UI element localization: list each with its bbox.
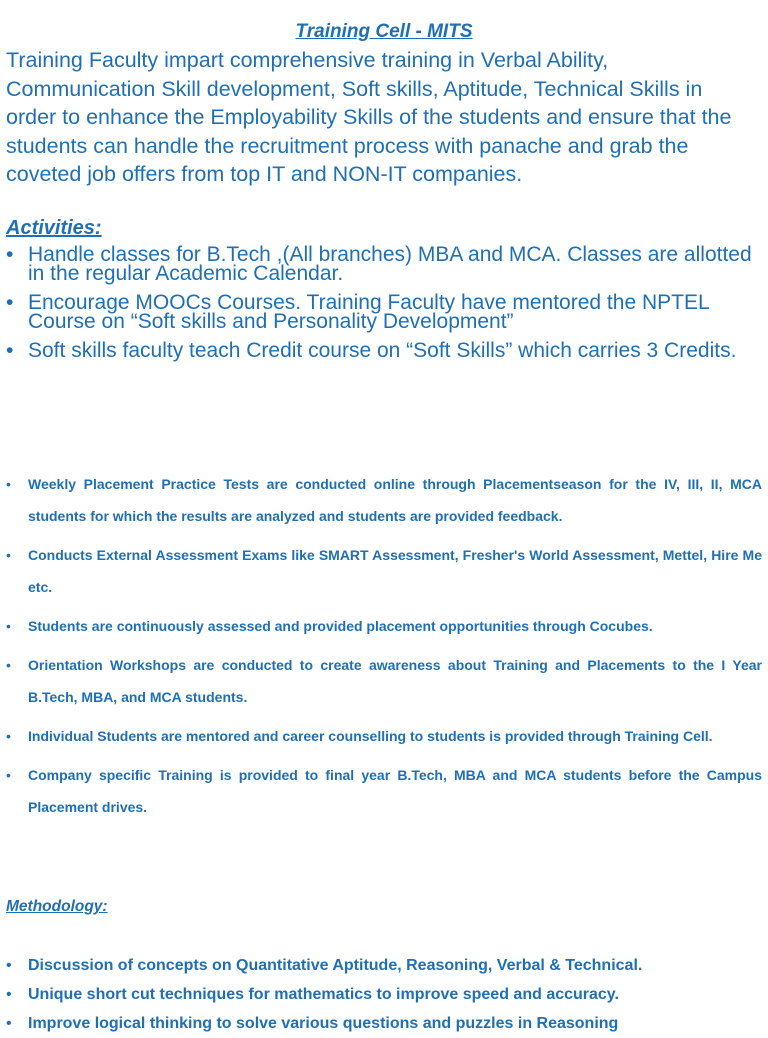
detail-item (6, 610, 762, 642)
detail-text: Conducts External Assessment Exams like SMART Assessment, Fresher's World Assessment, Mettel, Hire Me etc. (28, 547, 762, 595)
methodology-text: Unique short cut techniques for mathematics to improve speed and accuracy. (28, 986, 619, 1003)
bullet-icon: • (6, 728, 11, 744)
activity-item (6, 341, 756, 360)
methodology-text: Improve logical thinking to solve various questions and puzzles in Reasoning (28, 1015, 619, 1032)
details-list (6, 468, 762, 830)
detail-text: Weekly Placement Practice Tests are conducted online through Placementseason for the IV, III, II, MCA students for which the results are analyzed and students are provided feedback. (28, 476, 762, 524)
bullet-icon: • (6, 291, 14, 314)
detail-item (6, 468, 762, 532)
detail-item (6, 759, 762, 823)
bullet-icon: • (6, 657, 11, 673)
bullet-icon: • (6, 476, 11, 492)
detail-item (6, 649, 762, 713)
detail-text: Students are continuously assessed and provided placement opportunities through Cocubes. (28, 618, 653, 634)
detail-item (6, 539, 762, 603)
activities-list (6, 245, 756, 370)
methodology-item (6, 951, 762, 980)
detail-text: Individual Students are mentored and career counselling to students is provided through Training Cell. (28, 728, 713, 744)
activity-text: Encourage MOOCs Courses. Training Faculty have mentored the NPTEL Course on “Soft skills and Personality Development” (28, 291, 709, 333)
activity-text: Handle classes for B.Tech ,(All branches) MBA and MCA. Classes are allotted in the regular Academic Calendar. (28, 243, 752, 285)
bullet-icon: • (6, 957, 12, 974)
bullet-icon: • (6, 243, 14, 266)
intro-paragraph: Training Faculty impart comprehensive training in Verbal Ability, Communication Skill development, Soft skills, Aptitude, Technical Skills in order to enhance the Employability Skills of the students and ensure that the students can handle the recruitment process with panache and grab the coveted job offers from top IT and NON-IT companies. (6, 48, 732, 186)
bullet-icon: • (6, 547, 11, 563)
bullet-icon: • (6, 1015, 12, 1032)
bullet-icon: • (6, 767, 11, 783)
methodology-item (6, 980, 762, 1009)
activity-item (6, 293, 756, 331)
detail-text: Company specific Training is provided to final year B.Tech, MBA and MCA students before the Campus Placement drives. (28, 767, 762, 815)
activity-item (6, 245, 756, 283)
page-title: Training Cell - MITS (295, 21, 473, 42)
activities-heading: Activities: (6, 217, 102, 239)
detail-item (6, 720, 762, 752)
methodology-list (6, 951, 762, 1038)
bullet-icon: • (6, 339, 14, 362)
bullet-icon: • (6, 986, 12, 1003)
methodology-heading: Methodology: (6, 898, 108, 915)
activity-text: Soft skills faculty teach Credit course on “Soft Skills” which carries 3 Credits. (28, 339, 737, 362)
methodology-text: Discussion of concepts on Quantitative Aptitude, Reasoning, Verbal & Technical. (28, 957, 643, 974)
detail-text: Orientation Workshops are conducted to create awareness about Training and Placements to the I Year B.Tech, MBA, and MCA students. (28, 657, 762, 705)
bullet-icon: • (6, 618, 11, 634)
